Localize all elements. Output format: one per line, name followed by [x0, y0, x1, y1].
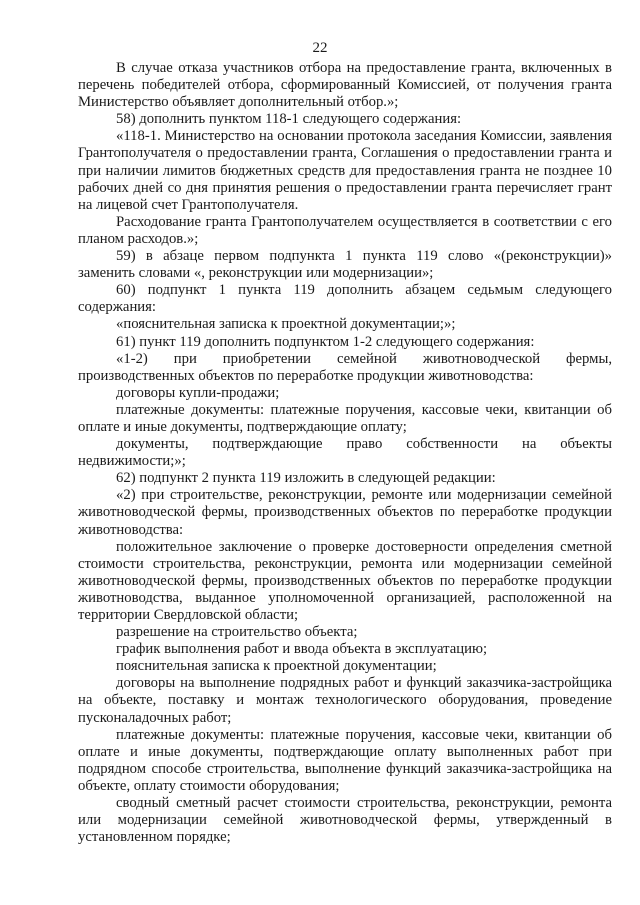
paragraph: 61) пункт 119 дополнить подпунктом 1-2 следующего содержания:	[116, 333, 535, 350]
paragraph: «2) при строительстве, реконструкции, ремонте или модернизации семейной животноводческой фермы, производственных объектов по переработке продукции животноводства:	[78, 487, 612, 538]
paragraph: разрешение на строительство объекта;	[116, 624, 358, 641]
paragraph: документы, подтверждающие право собственности на объекты недвижимости;»;	[78, 436, 612, 470]
paragraph: 58) дополнить пунктом 118-1 следующего содержания:	[116, 111, 462, 128]
paragraph: «1-2) при приобретении семейной животноводческой фермы, производственных объектов по переработке продукции животноводства:	[78, 350, 612, 384]
paragraph: В случае отказа участников отбора на предоставление гранта, включенных в перечень победителей отбора, сформированный Комиссией, от получения гранта Министерство объявляет дополнительный отбор.»;	[78, 60, 612, 111]
page-number: 22	[312, 40, 328, 56]
paragraph: график выполнения работ и ввода объекта в эксплуатацию;	[116, 641, 488, 658]
paragraph: 62) подпункт 2 пункта 119 изложить в следующей редакции:	[116, 470, 496, 487]
paragraph: договоры на выполнение подрядных работ и функций заказчика-застройщика на объекте, поставку и монтаж технологического оборудования, проведение пусконаладочных работ;	[78, 675, 612, 726]
paragraph: платежные документы: платежные поручения, кассовые чеки, квитанции об оплате и иные документы, подтверждающие оплату;	[78, 401, 612, 435]
paragraph: платежные документы: платежные поручения, кассовые чеки, квитанции об оплате и иные документы, подтверждающие оплату выполненных работ при подрядном способе строительства, выполнение функций заказчика-застройщика на объекте, оплату стоимости оборудования;	[78, 726, 612, 794]
paragraph: положительное заключение о проверке достоверности определения сметной стоимости строительства, реконструкции, ремонта или модернизации семейной животноводческой фермы, производственных объектов по переработке продукции животноводства, выданное уполномоченной организацией, расположенной на территории Свердловской области;	[78, 538, 612, 623]
paragraph: 59) в абзаце первом подпункта 1 пункта 119 слово «(реконструкции)» заменить словами «, реконструкции или модернизации»;	[78, 248, 612, 282]
paragraph: договоры купли-продажи;	[116, 384, 280, 401]
paragraph: сводный сметный расчет стоимости строительства, реконструкции, ремонта или модернизации семейной животноводческой фермы, утвержденный в установленном порядке;	[78, 795, 612, 846]
paragraph: «пояснительная записка к проектной документации;»;	[116, 316, 456, 333]
paragraph: Расходование гранта Грантополучателем осуществляется в соответствии с его планом расходов.»;	[78, 213, 612, 247]
paragraph: «118-1. Министерство на основании протокола заседания Комиссии, заявления Грантополучателя о предоставлении гранта, Соглашения о предоставлении гранта и при наличии лимитов бюджетных средств для предоставления гранта не позднее 10 рабочих дней со дня принятия решения о предоставлении гранта перечисляет грант на лицевой счет Грантополучателя.	[78, 128, 612, 213]
document-body	[78, 60, 612, 846]
paragraph: 60) подпункт 1 пункта 119 дополнить абзацем седьмым следующего содержания:	[78, 282, 612, 316]
paragraph: пояснительная записка к проектной документации;	[116, 658, 437, 675]
